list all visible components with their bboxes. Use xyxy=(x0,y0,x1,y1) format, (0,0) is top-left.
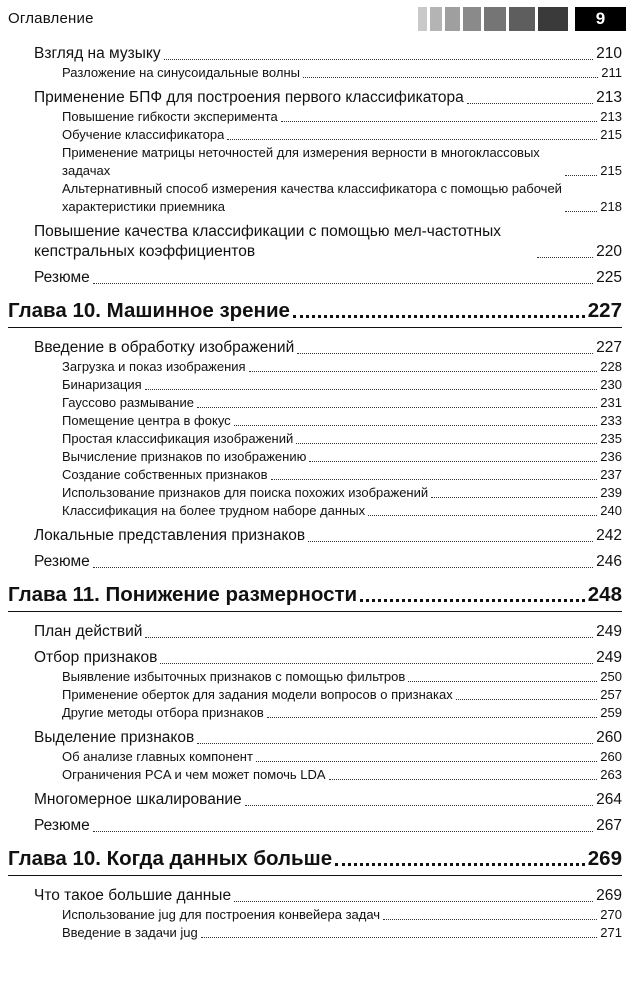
bar-segment xyxy=(509,7,535,31)
dot-leader xyxy=(360,599,585,602)
toc-title: Резюме xyxy=(34,553,90,570)
dot-leader xyxy=(160,663,593,664)
toc-page-number: 236 xyxy=(600,449,622,464)
toc-subsection[interactable] xyxy=(0,924,630,942)
toc-title: Отбор признаков xyxy=(34,649,158,666)
toc-subsection[interactable] xyxy=(0,180,630,216)
spacer xyxy=(0,288,630,298)
toc-section[interactable] xyxy=(0,552,630,572)
toc-page-number: 215 xyxy=(600,127,622,142)
toc-subsection[interactable] xyxy=(0,748,630,766)
spacer xyxy=(0,572,630,582)
dot-leader xyxy=(537,257,593,258)
toc-chapter[interactable] xyxy=(0,582,630,608)
toc-title: Загрузка и показ изображения xyxy=(62,359,246,374)
toc-title: Помещение центра в фокус xyxy=(62,413,231,428)
chapter-divider xyxy=(8,875,622,876)
dot-leader xyxy=(456,699,598,700)
toc-page-number: 211 xyxy=(601,65,622,80)
toc-page-number: 259 xyxy=(600,705,622,720)
toc-subsection[interactable] xyxy=(0,430,630,448)
toc-section[interactable] xyxy=(0,648,630,668)
toc-chapter[interactable] xyxy=(0,298,630,324)
dot-leader xyxy=(383,919,597,920)
toc-title: Вычисление признаков по изображению xyxy=(62,449,307,464)
dot-leader xyxy=(281,121,598,122)
toc-page-number: 233 xyxy=(600,413,622,428)
toc-page-number: 230 xyxy=(600,377,622,392)
toc-page-number: 250 xyxy=(600,669,622,684)
toc-title: Применение оберток для задания модели вопросов о признаках xyxy=(62,687,453,702)
toc-page-number: 231 xyxy=(600,395,622,410)
toc-subsection[interactable] xyxy=(0,766,630,784)
bar-segment xyxy=(484,7,506,31)
dot-leader xyxy=(249,371,598,372)
toc-subsection[interactable] xyxy=(0,376,630,394)
spacer xyxy=(0,836,630,846)
toc-subsection[interactable] xyxy=(0,412,630,430)
dot-leader xyxy=(227,139,597,140)
toc-page-number: 267 xyxy=(596,817,622,834)
toc-section[interactable] xyxy=(0,268,630,288)
toc-page-number: 260 xyxy=(600,749,622,764)
toc-section[interactable] xyxy=(0,886,630,906)
toc-subsection[interactable] xyxy=(0,394,630,412)
toc-page-number: 269 xyxy=(587,847,622,870)
toc-page-number: 249 xyxy=(596,649,622,666)
toc-section[interactable] xyxy=(0,526,630,546)
toc-title: Повышение качества классификации с помощью мел-частотных кепстральных коэффициентов xyxy=(34,223,501,260)
toc-title: Другие методы отбора признаков xyxy=(62,705,264,720)
toc-title: Бинаризация xyxy=(62,377,142,392)
toc-title: Глава 10. Когда данных больше xyxy=(8,847,333,870)
bar-segment xyxy=(430,7,442,31)
toc-title: Применение БПФ для построения первого классификатора xyxy=(34,89,464,106)
dot-leader xyxy=(467,103,593,104)
page-header xyxy=(0,0,630,40)
toc-page-number: 220 xyxy=(596,243,622,260)
toc-page-number: 248 xyxy=(587,583,622,606)
dot-leader xyxy=(197,743,593,744)
toc-section[interactable] xyxy=(0,728,630,748)
dot-leader xyxy=(164,59,594,60)
toc-page-number: 213 xyxy=(596,89,622,106)
dot-leader xyxy=(271,479,598,480)
toc-page-number: 270 xyxy=(600,907,622,922)
toc-title: Глава 11. Понижение размерности xyxy=(8,583,358,606)
toc-title: Гауссово размывание xyxy=(62,395,194,410)
toc-page-number: 269 xyxy=(596,887,622,904)
toc-subsection[interactable] xyxy=(0,358,630,376)
table-of-contents xyxy=(0,44,630,942)
toc-subsection[interactable] xyxy=(0,144,630,180)
toc-title: Выявление избыточных признаков с помощью фильтров xyxy=(62,669,406,684)
toc-page-number: 228 xyxy=(600,359,622,374)
dot-leader xyxy=(93,831,593,832)
toc-section[interactable] xyxy=(0,222,630,262)
toc-subsection[interactable] xyxy=(0,502,630,520)
toc-title: Глава 10. Машинное зрение xyxy=(8,299,290,322)
toc-page-number: 257 xyxy=(600,687,622,702)
dot-leader xyxy=(234,901,593,902)
toc-title: Использование признаков для поиска похожих изображений xyxy=(62,485,429,500)
dot-leader xyxy=(197,407,597,408)
toc-page-number: 246 xyxy=(596,553,622,570)
toc-title: Повышение гибкости эксперимента xyxy=(62,109,278,124)
toc-title: Что такое большие данные xyxy=(34,887,232,904)
dot-leader xyxy=(408,681,597,682)
toc-page-number: 242 xyxy=(596,527,622,544)
dot-leader xyxy=(303,77,598,78)
toc-title: Альтернативный способ измерения качества классификатора с помощью рабочей характеристики приемника xyxy=(62,181,562,214)
toc-page-number: 218 xyxy=(600,199,622,214)
dot-leader xyxy=(201,937,598,938)
dot-leader xyxy=(335,863,585,866)
toc-subsection[interactable] xyxy=(0,64,630,82)
toc-title: Классификация на более трудном наборе данных xyxy=(62,503,366,518)
dot-leader xyxy=(296,443,597,444)
toc-page-number: 210 xyxy=(596,45,622,62)
running-header-title: Оглавление xyxy=(8,10,94,27)
toc-page-number: 260 xyxy=(596,729,622,746)
dot-leader xyxy=(234,425,598,426)
toc-title: Введение в задачи jug xyxy=(62,925,198,940)
toc-page-number: 235 xyxy=(600,431,622,446)
toc-section[interactable] xyxy=(0,338,630,358)
toc-page-number: 227 xyxy=(587,299,622,322)
toc-title: Обучение классификатора xyxy=(62,127,225,142)
toc-page-number: 239 xyxy=(600,485,622,500)
toc-subsection[interactable] xyxy=(0,668,630,686)
toc-page-number: 240 xyxy=(600,503,622,518)
dot-leader xyxy=(93,567,593,568)
toc-section[interactable] xyxy=(0,790,630,810)
toc-title: Ограничения PCA и чем может помочь LDA xyxy=(62,767,326,782)
page-number: 9 xyxy=(575,7,626,31)
dot-leader xyxy=(565,175,597,176)
chapter-divider xyxy=(8,327,622,328)
dot-leader xyxy=(145,637,593,638)
toc-page-number: 249 xyxy=(596,623,622,640)
dot-leader xyxy=(293,315,585,318)
toc-page-number: 215 xyxy=(600,163,622,178)
toc-subsection[interactable] xyxy=(0,484,630,502)
toc-title: Простая классификация изображений xyxy=(62,431,294,446)
toc-page-number: 227 xyxy=(596,339,622,356)
toc-page-number: 264 xyxy=(596,791,622,808)
toc-section[interactable] xyxy=(0,88,630,108)
chapter-divider xyxy=(8,611,622,612)
toc-section[interactable] xyxy=(0,816,630,836)
toc-page-number: 213 xyxy=(600,109,622,124)
toc-page-number: 237 xyxy=(600,467,622,482)
toc-title: План действий xyxy=(34,623,143,640)
bar-segment xyxy=(538,7,568,31)
dot-leader xyxy=(329,779,598,780)
toc-title: Разложение на синусоидальные волны xyxy=(62,65,300,80)
toc-page-number: 263 xyxy=(600,767,622,782)
toc-subsection[interactable] xyxy=(0,466,630,484)
toc-title: Выделение признаков xyxy=(34,729,195,746)
dot-leader xyxy=(145,389,598,390)
bar-segment xyxy=(445,7,460,31)
toc-title: Создание собственных признаков xyxy=(62,467,268,482)
toc-title: Резюме xyxy=(34,817,90,834)
toc-title: Использование jug для построения конвейера задач xyxy=(62,907,381,922)
toc-title: Об анализе главных компонент xyxy=(62,749,253,764)
header-decorative-bar xyxy=(418,7,571,31)
toc-title: Резюме xyxy=(34,269,90,286)
toc-subsection[interactable] xyxy=(0,704,630,722)
dot-leader xyxy=(309,461,597,462)
dot-leader xyxy=(297,353,593,354)
dot-leader xyxy=(431,497,597,498)
toc-title: Введение в обработку изображений xyxy=(34,339,295,356)
toc-subsection[interactable] xyxy=(0,448,630,466)
toc-title: Локальные представления признаков xyxy=(34,527,306,544)
dot-leader xyxy=(368,515,597,516)
dot-leader xyxy=(267,717,598,718)
toc-page-number: 271 xyxy=(600,925,622,940)
dot-leader xyxy=(308,541,593,542)
dot-leader xyxy=(93,283,593,284)
toc-title: Применение матрицы неточностей для измерения верности в многоклассовых задачах xyxy=(62,145,540,178)
bar-segment xyxy=(418,7,427,31)
toc-subsection[interactable] xyxy=(0,108,630,126)
dot-leader xyxy=(256,761,597,762)
toc-subsection[interactable] xyxy=(0,126,630,144)
toc-subsection[interactable] xyxy=(0,906,630,924)
toc-chapter[interactable] xyxy=(0,846,630,872)
toc-title: Многомерное шкалирование xyxy=(34,791,242,808)
toc-section[interactable] xyxy=(0,622,630,642)
dot-leader xyxy=(565,211,597,212)
dot-leader xyxy=(245,805,593,806)
toc-title: Взгляд на музыку xyxy=(34,45,161,62)
toc-subsection[interactable] xyxy=(0,686,630,704)
toc-section[interactable] xyxy=(0,44,630,64)
toc-page-number: 225 xyxy=(596,269,622,286)
bar-segment xyxy=(463,7,481,31)
